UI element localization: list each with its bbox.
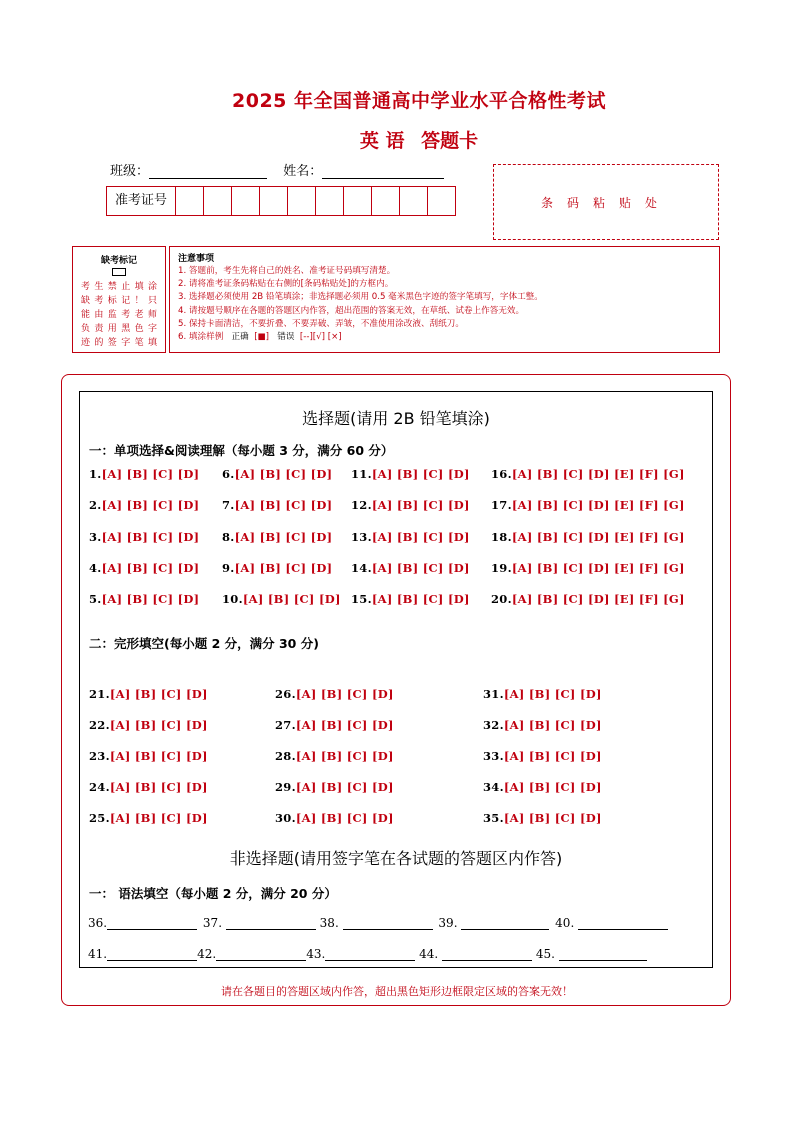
blank-number: 36. [88, 916, 108, 930]
exam-number-cell[interactable] [232, 187, 260, 215]
answer-blank[interactable] [107, 917, 197, 930]
answer-options[interactable]: [A] [B] [C] [D] [234, 498, 333, 513]
choice-question [89, 561, 199, 575]
name-label: 姓名： [283, 164, 323, 179]
question-number: 26. [275, 687, 296, 701]
choice-question [222, 498, 332, 512]
question-number: 31. [483, 687, 504, 701]
answer-options[interactable]: [A] [B] [C] [D] [371, 498, 470, 513]
subject-title [0, 126, 794, 153]
answer-options[interactable]: [A] [B] [C] [D] [295, 811, 394, 825]
answer-blank[interactable] [325, 948, 415, 961]
question-number: 7. [222, 498, 235, 513]
question-number: 34. [483, 780, 504, 794]
question-number: 22. [89, 718, 110, 732]
exam-number-cell[interactable] [372, 187, 400, 215]
question-number: 8. [222, 529, 235, 544]
choice-question [483, 811, 602, 825]
question-number: 24. [89, 780, 110, 794]
question-number: 15. [351, 592, 372, 607]
answer-options[interactable]: [A] [B] [C] [D] [234, 529, 333, 544]
choice-question [89, 530, 199, 544]
exam-number-cell[interactable] [288, 187, 316, 215]
question-number: 9. [222, 560, 235, 575]
choice-question [222, 592, 341, 606]
answer-options[interactable]: [A] [B] [C] [D] [371, 529, 470, 544]
question-number: 27. [275, 718, 296, 732]
exam-number-box [106, 186, 456, 216]
exam-number-cell[interactable] [204, 187, 232, 215]
answer-options[interactable]: [A] [B] [C] [D] [295, 718, 394, 732]
notes-line: 1. 答题前，考生先将自己的姓名、准考证号码填写清楚。 [178, 266, 396, 276]
question-number: 33. [483, 749, 504, 763]
blank-number: 43. [306, 947, 326, 961]
grammar-row-2 [88, 947, 647, 961]
answer-blank[interactable] [107, 948, 197, 961]
answer-blank[interactable] [226, 917, 316, 930]
blank-number: 38. [319, 916, 339, 930]
exam-number-cell[interactable] [428, 187, 455, 215]
notes-line: 3. 选择题必须使用 2B 铅笔填涂；非选择题必须用 0.5 毫米黑色字迹的签字笔填写，字体工整。 [178, 292, 543, 303]
answer-options[interactable]: [A] [B] [C] [D] [109, 811, 208, 825]
question-number: 11. [351, 467, 372, 481]
question-number: 23. [89, 749, 110, 763]
exam-number-cell[interactable] [260, 187, 288, 215]
class-label: 班级： [110, 164, 150, 179]
notes-line: 4. 请按题号顺序在各题的答题区内作答，超出范围的答案无效，在草纸、试卷上作答无效。 [178, 305, 525, 316]
choice-question [275, 811, 394, 825]
absent-note-line: 缺考标记！只 [81, 296, 157, 306]
question-number: 17. [491, 498, 512, 513]
choice-question [89, 749, 208, 763]
answer-options[interactable]: [A] [B] [C] [D] [503, 687, 602, 701]
choice-question [351, 530, 470, 544]
answer-options[interactable]: [A] [B] [C] [D] [101, 560, 200, 575]
question-number: 3. [89, 529, 102, 544]
choice-question [222, 530, 332, 544]
part1-title: 一：单项选择&阅读理解（每小题 3 分，满分 60 分） [89, 443, 394, 458]
grammar-row-1 [88, 916, 668, 930]
choice-question [491, 467, 685, 481]
answer-options[interactable]: [A] [B] [C] [D] [E] [F] [G] [511, 498, 685, 513]
choice-question [275, 687, 394, 701]
choice-question [483, 749, 602, 763]
choice-question [89, 467, 199, 481]
choice-question [351, 561, 470, 575]
question-number: 19. [491, 560, 512, 575]
question-number: 32. [483, 718, 504, 732]
question-number: 14. [351, 560, 372, 575]
answer-options[interactable]: [A] [B] [C] [D] [242, 592, 341, 607]
subject-name: 英 语 [359, 130, 405, 152]
answer-blank[interactable] [442, 948, 532, 961]
blank-number: 42. [197, 947, 217, 961]
question-number: 6. [222, 467, 235, 481]
barcode-area[interactable] [493, 164, 719, 240]
answer-blank[interactable] [343, 917, 433, 930]
blank-number: 37. [202, 916, 223, 930]
answer-options[interactable]: [A] [B] [C] [D] [E] [F] [G] [511, 529, 685, 544]
choice-question [491, 561, 685, 575]
choice-question [351, 467, 470, 481]
choice-question [483, 718, 602, 732]
answer-options[interactable]: [A] [B] [C] [D] [109, 780, 208, 794]
exam-number-cell[interactable] [344, 187, 372, 215]
absent-title: 缺考标记 [100, 256, 137, 266]
question-number: 4. [89, 560, 102, 575]
choice-question [89, 687, 208, 701]
answer-options[interactable]: [A] [B] [C] [D] [503, 749, 602, 763]
choice-question [89, 498, 199, 512]
blank-number: 41. [88, 947, 108, 961]
barcode-label: 条码粘贴处 [540, 195, 671, 210]
choice-question [89, 811, 208, 825]
absent-checkbox[interactable] [112, 268, 126, 276]
answer-blank[interactable] [216, 948, 306, 961]
question-number: 21. [89, 687, 110, 701]
notes-line: 2. 请将准考证条码粘贴在右侧的[条码粘贴处]的方框内。 [178, 279, 394, 290]
answer-blank[interactable] [559, 948, 647, 961]
card-name: 答题卡 [421, 130, 479, 152]
grammar-part-title: 一： 语法填空（每小题 2 分，满分 20 分） [89, 886, 337, 901]
sample-label: 6. 填涂样例 [178, 332, 224, 343]
wrong-marks: [--][√] [×] [299, 332, 342, 343]
answer-options[interactable]: [A] [B] [C] [D] [503, 811, 602, 825]
choice-question [483, 780, 602, 794]
choice-question [222, 561, 332, 575]
question-number: 2. [89, 498, 102, 513]
absent-note-line: 能由监考老师 [81, 310, 157, 320]
question-number: 10. [222, 592, 243, 607]
choice-question [275, 718, 394, 732]
notes-sample-line [178, 331, 711, 344]
answer-options[interactable]: [A] [B] [C] [D] [371, 592, 470, 607]
correct-mark: [■] [254, 332, 270, 343]
question-number: 1. [89, 467, 102, 481]
answer-options[interactable]: [A] [B] [C] [D] [234, 467, 333, 481]
footer-warning: 请在各题目的答题区域内作答，超出黑色矩形边框限定区域的答案无效！ [221, 985, 573, 998]
blank-number: 40. [555, 916, 575, 930]
question-number: 13. [351, 529, 372, 544]
choice-question [491, 498, 685, 512]
question-number: 12. [351, 498, 372, 513]
choice-question [222, 467, 332, 481]
answer-options[interactable]: [A] [B] [C] [D] [E] [F] [G] [511, 560, 685, 575]
answer-options[interactable]: [A] [B] [C] [D] [371, 560, 470, 575]
nonchoice-section-title: 非选择题(请用签字笔在各试题的答题区内作答) [229, 849, 563, 868]
choice-question [89, 780, 208, 794]
choice-question [351, 592, 470, 606]
blank-number: 44. [419, 947, 439, 961]
answer-blank[interactable] [461, 917, 549, 930]
exam-number-cell[interactable] [316, 187, 344, 215]
answer-options[interactable]: [A] [B] [C] [D] [101, 467, 200, 481]
class-field[interactable] [149, 164, 267, 179]
choice-question [275, 749, 394, 763]
answer-options[interactable]: [A] [B] [C] [D] [295, 780, 394, 794]
exam-number-cell[interactable] [400, 187, 428, 215]
question-number: 5. [89, 592, 102, 607]
exam-number-cell[interactable] [176, 187, 204, 215]
answer-options[interactable]: [A] [B] [C] [D] [295, 749, 394, 763]
question-number: 30. [275, 811, 296, 825]
question-number: 20. [491, 592, 512, 607]
answer-options[interactable]: [A] [B] [C] [D] [101, 498, 200, 513]
choice-question [89, 718, 208, 732]
choice-question [89, 592, 199, 606]
absent-note-line: 迹的签字笔填 [81, 338, 157, 348]
student-info-row [110, 160, 444, 179]
choice-question [491, 530, 685, 544]
notes-box [169, 246, 720, 353]
part2-title: 二：完形填空(每小题 2 分，满分 30 分) [89, 636, 319, 651]
absent-note-line: 负责用黑色字 [81, 324, 157, 334]
choice-question [483, 687, 602, 701]
answer-options[interactable]: [A] [B] [C] [D] [101, 529, 200, 544]
answer-options[interactable]: [A] [B] [C] [D] [101, 592, 200, 607]
absent-mark-box [72, 246, 166, 353]
choice-question [275, 780, 394, 794]
exam-number-label: 准考证号 [107, 187, 176, 215]
question-number: 29. [275, 780, 296, 794]
answer-options[interactable]: [A] [B] [C] [D] [109, 718, 208, 732]
question-number: 28. [275, 749, 296, 763]
answer-options[interactable]: [A] [B] [C] [D] [295, 687, 394, 701]
choice-section-title: 选择题(请用 2B 铅笔填涂) [302, 409, 490, 428]
absent-note-line: 考生禁止填涂 [81, 282, 157, 292]
answer-options[interactable]: [A] [B] [C] [D] [503, 718, 602, 732]
question-number: 25. [89, 811, 110, 825]
answer-options[interactable]: [A] [B] [C] [D] [234, 560, 333, 575]
wrong-label: 错误 [277, 332, 295, 343]
answer-options[interactable]: [A] [B] [C] [D] [E] [F] [G] [511, 467, 685, 481]
name-field[interactable] [322, 164, 444, 179]
correct-label: 正确 [231, 332, 249, 343]
blank-number: 45. [535, 947, 555, 961]
answer-options[interactable]: [A] [B] [C] [D] [503, 780, 602, 794]
blank-number: 39. [438, 916, 458, 930]
notes-line: 5. 保持卡面清洁，不要折叠、不要弄破、弄皱，不准使用涂改液、刮纸刀。 [178, 318, 464, 329]
question-number: 16. [491, 467, 512, 481]
exam-title: 2025 年全国普通高中学业水平合格性考试 [232, 90, 606, 112]
answer-options[interactable]: [A] [B] [C] [D] [371, 467, 470, 481]
question-number: 18. [491, 529, 512, 544]
answer-blank[interactable] [578, 917, 668, 930]
choice-question [351, 498, 470, 512]
answer-options[interactable]: [A] [B] [C] [D] [E] [F] [G] [511, 592, 685, 607]
question-number: 35. [483, 811, 504, 825]
choice-question [491, 592, 685, 606]
answer-options[interactable]: [A] [B] [C] [D] [109, 687, 208, 701]
answer-options[interactable]: [A] [B] [C] [D] [109, 749, 208, 763]
notes-title: 注意事项 [178, 254, 215, 264]
